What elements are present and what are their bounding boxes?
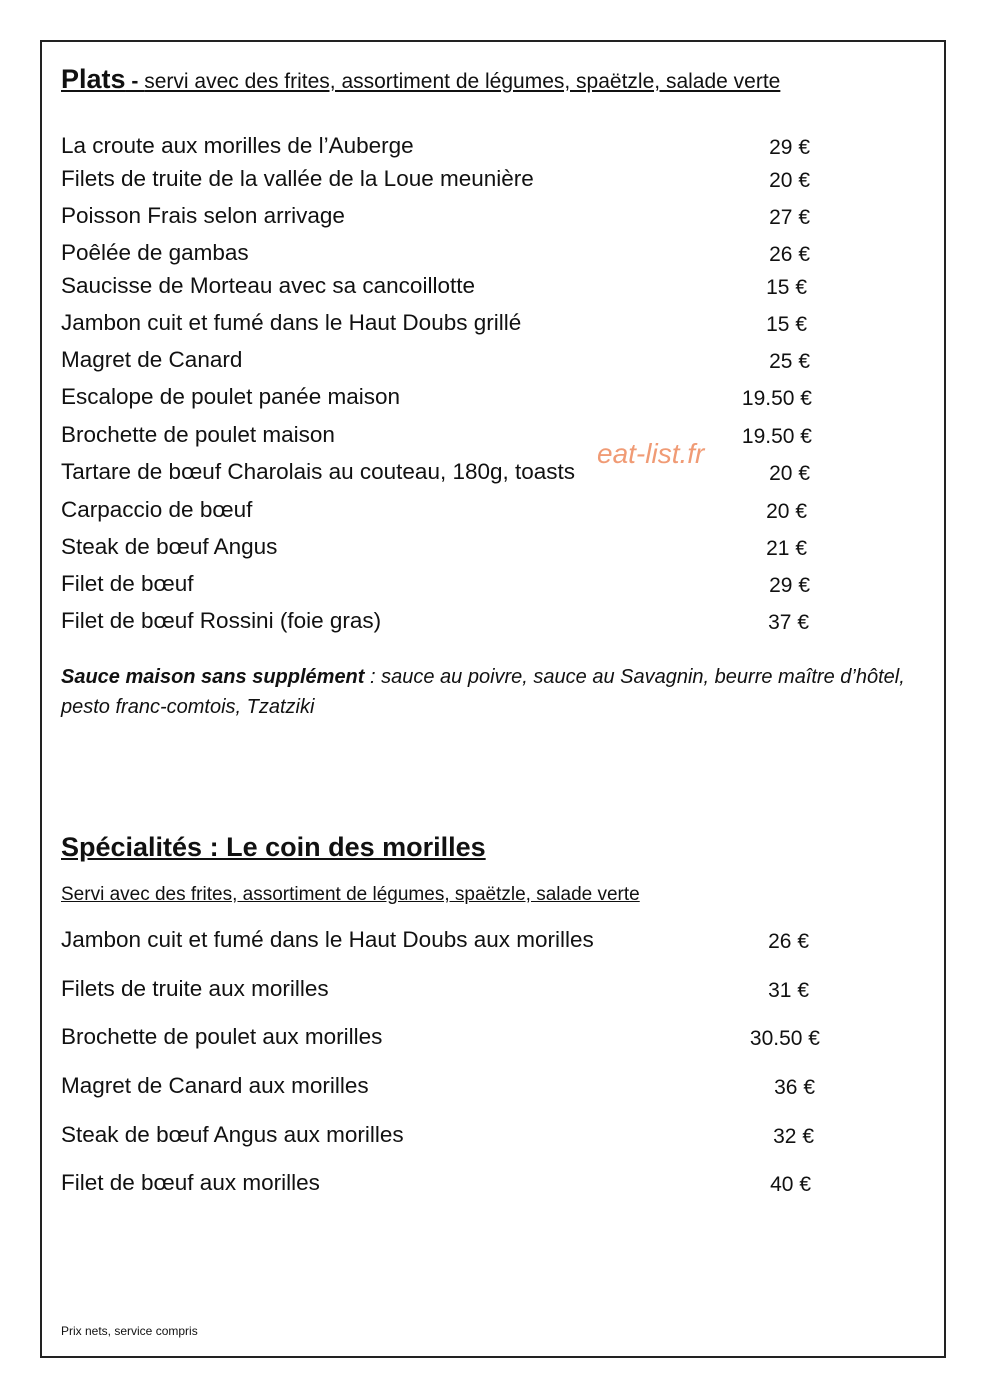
plats-item-name: Filet de bœuf: [61, 571, 194, 596]
specialites-item-price: 26 €: [768, 930, 809, 953]
sauce-text: : sauce au poivre, sauce au Savagnin, beurre maître d’hôtel, pesto franc-comtois, Tzatziki: [61, 666, 905, 718]
plats-item-price: 19.50 €: [741, 425, 812, 448]
plats-item-price: 15 €: [766, 276, 807, 299]
sauce-note: [61, 662, 931, 722]
plats-item-name: Filet de bœuf Rossini (foie gras): [61, 608, 382, 633]
plats-item-name: Jambon cuit et fumé dans le Haut Doubs grillé: [61, 310, 522, 335]
specialites-item-name: Filets de truite aux morilles: [61, 976, 329, 1001]
plats-item-name: Brochette de poulet maison: [61, 422, 335, 447]
specialites-subtitle: Servi avec des frites, assortiment de légumes, spaëtzle, salade verte: [61, 884, 640, 905]
sauce-label: Sauce maison sans supplément: [61, 666, 365, 688]
plats-item-name: Carpaccio de bœuf: [61, 497, 253, 522]
plats-item-name: Steak de bœuf Angus: [61, 534, 278, 559]
specialites-item-price: 31 €: [768, 979, 809, 1002]
plats-item-price: 29 €: [769, 574, 810, 597]
plats-item-price: 27 €: [769, 206, 810, 229]
plats-item-price: 26 €: [769, 243, 810, 266]
specialites-item-price: 40 €: [770, 1173, 811, 1196]
plats-item-price: 37 €: [768, 611, 809, 634]
specialites-item-price: 32 €: [773, 1125, 814, 1148]
plats-item-price: 20 €: [769, 169, 810, 192]
specialites-item-name: Filet de bœuf aux morilles: [61, 1170, 320, 1195]
plats-item-name: Poêlée de gambas: [61, 240, 249, 265]
specialites-item-name: Magret de Canard aux morilles: [61, 1073, 369, 1098]
specialites-item-price: 30.50 €: [749, 1027, 820, 1050]
watermark: eat-list.fr: [597, 438, 705, 469]
plats-item-price: 19.50 €: [741, 387, 812, 410]
plats-subtitle: servi avec des frites, assortiment de légumes, spaëtzle, salade verte: [144, 70, 781, 93]
plats-item-price: 25 €: [769, 350, 810, 373]
specialites-item-name: Jambon cuit et fumé dans le Haut Doubs aux morilles: [61, 927, 594, 952]
plats-item-name: Filets de truite de la vallée de la Loue meunière: [61, 166, 534, 191]
plats-item-name: Poisson Frais selon arrivage: [61, 203, 345, 228]
footer-note: Prix nets, service compris: [61, 1324, 198, 1338]
specialites-item-name: Brochette de poulet aux morilles: [61, 1024, 383, 1049]
plats-item-price: 15 €: [766, 313, 807, 336]
plats-item-name: Tartare de bœuf Charolais au couteau, 180g, toasts: [61, 459, 576, 484]
specialites-title: Spécialités : Le coin des morilles: [61, 832, 486, 862]
plats-item-price: 21 €: [766, 537, 807, 560]
plats-item-price: 20 €: [766, 500, 807, 523]
plats-heading: [61, 64, 780, 95]
plats-item-name: Escalope de poulet panée maison: [61, 384, 400, 409]
plats-item-price: 29 €: [769, 136, 810, 159]
plats-title: Plats: [61, 64, 126, 94]
plats-heading-dash: -: [125, 70, 145, 93]
plats-item-name: Saucisse de Morteau avec sa cancoillotte: [61, 273, 475, 298]
specialites-item-price: 36 €: [774, 1076, 815, 1099]
plats-item-name: La croute aux morilles de l’Auberge: [61, 133, 414, 158]
plats-item-price: 20 €: [769, 462, 810, 485]
specialites-item-name: Steak de bœuf Angus aux morilles: [61, 1122, 404, 1147]
plats-item-name: Magret de Canard: [61, 347, 243, 372]
